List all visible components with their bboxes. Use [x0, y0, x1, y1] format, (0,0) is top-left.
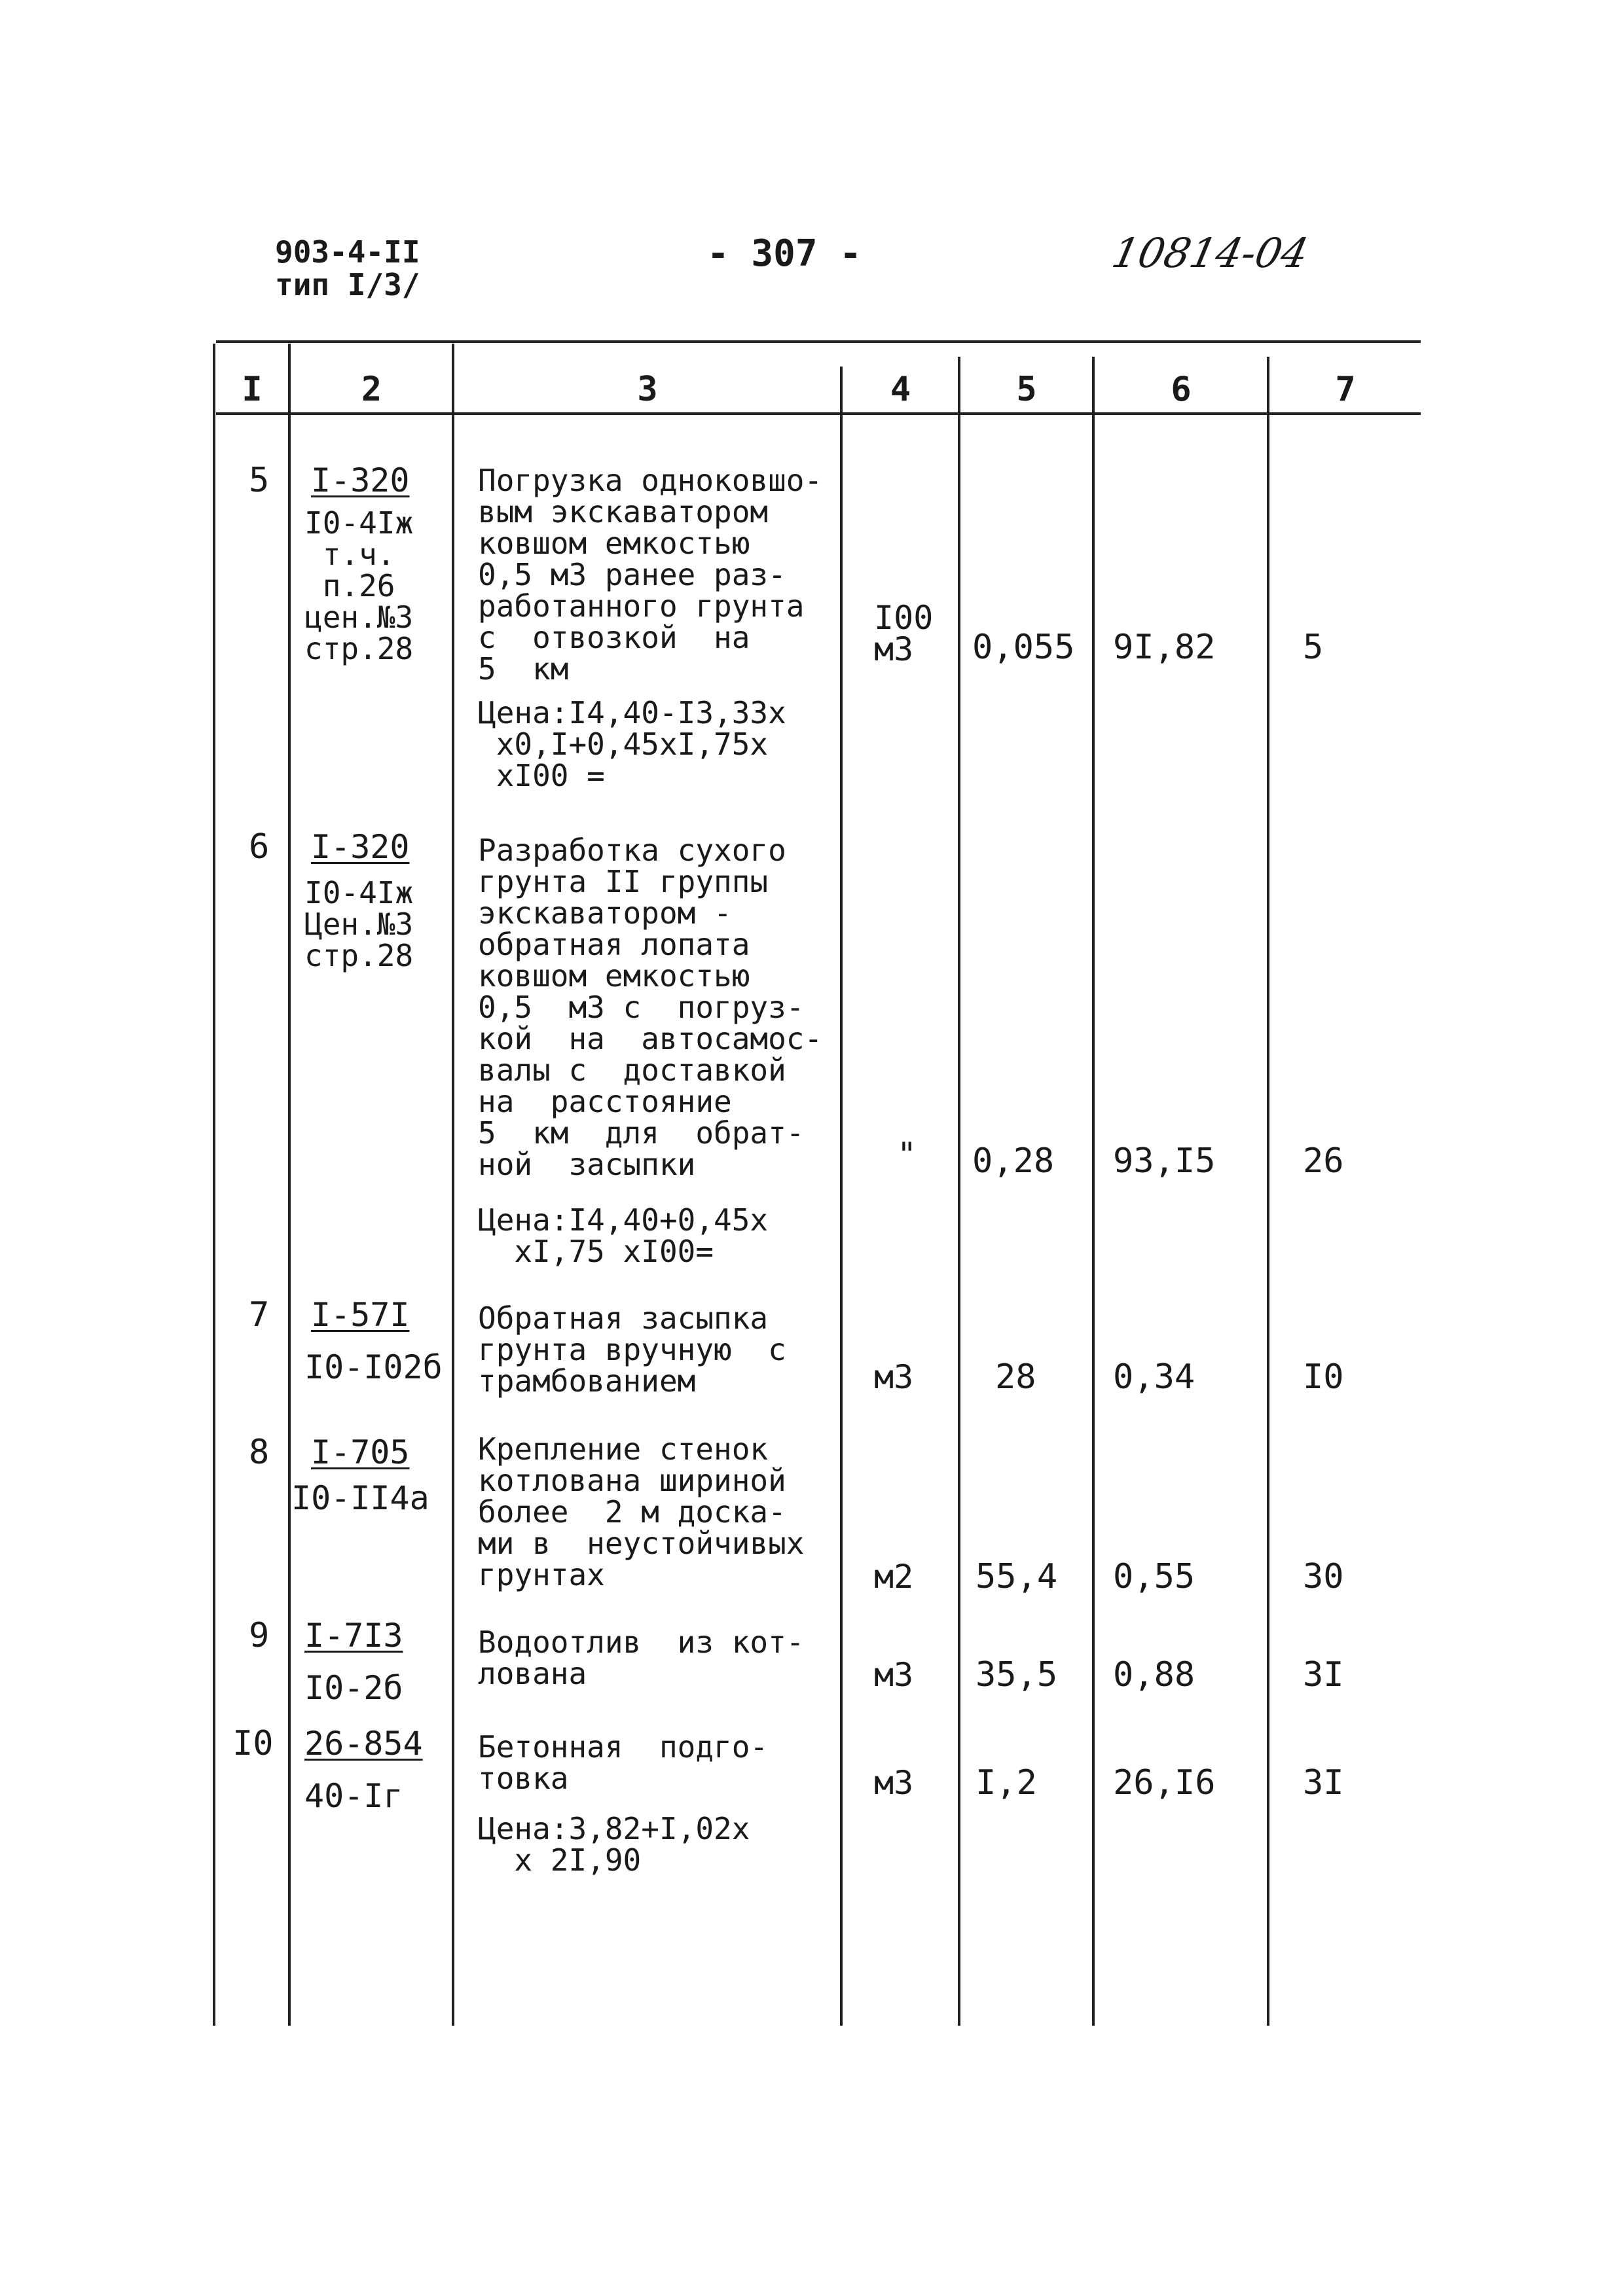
- row-number: 7: [249, 1295, 270, 1335]
- column-header-6: 6: [1171, 370, 1192, 409]
- col-border-4: [958, 357, 960, 2026]
- row-number: 8: [249, 1433, 270, 1472]
- price-formula: Цена:I4,40+0,45х хI,75 хI00=: [478, 1202, 769, 1269]
- quantity: 28: [995, 1357, 1036, 1397]
- quantity: 55,4: [976, 1557, 1058, 1596]
- col-border-2: [452, 344, 454, 2026]
- quantity: 35,5: [976, 1655, 1058, 1695]
- quantity: 0,055: [972, 628, 1075, 667]
- price-formula: Цена:I4,40-I3,33х х0,I+0,45хI,75х хI00 =: [478, 695, 786, 793]
- quantity: I,2: [976, 1763, 1037, 1803]
- norm-code: I-320: [311, 828, 410, 866]
- unit-cost: 0,55: [1113, 1557, 1195, 1596]
- table-top-border: [216, 340, 1421, 343]
- col-border-3: [840, 367, 843, 2026]
- norm-code: I-57I: [311, 1296, 410, 1334]
- norm-reference: I0-I02б: [304, 1348, 443, 1386]
- norm-reference: I0-2б: [304, 1669, 403, 1707]
- unit-cost: 9I,82: [1113, 628, 1216, 667]
- col-border-6: [1267, 357, 1269, 2026]
- col-border-1: [288, 344, 291, 2026]
- row-number: 9: [249, 1616, 270, 1655]
- total-cost: 30: [1303, 1557, 1344, 1596]
- total-cost: 26: [1303, 1141, 1344, 1181]
- total-cost: 5: [1303, 628, 1324, 667]
- work-description: Разработка сухого грунта II группы экскаватором - обратная лопата ковшом емкостью 0,5 м3 с погруз- кой на автосамос- валы с доставкой на расстояние 5 км для обрат- ной засыпки: [478, 833, 823, 1182]
- document-code-line1: 903-4-II: [275, 234, 420, 270]
- work-description: Бетонная подго- товка: [478, 1729, 769, 1796]
- unit: м2: [874, 1558, 914, 1596]
- row-number: 5: [249, 461, 270, 500]
- document-code-line2: тип I/3/: [275, 267, 420, 302]
- unit-cost: 0,34: [1113, 1357, 1195, 1397]
- col-border-left: [213, 344, 215, 2026]
- norm-reference: I0-4Iж Цен.№3 стр.28: [304, 875, 414, 973]
- page-number: - 307 -: [707, 232, 862, 275]
- work-description: Водоотлив из кот- лована: [478, 1624, 805, 1691]
- work-description: Обратная засыпка грунта вручную с трамбованием: [478, 1300, 786, 1399]
- row-number: I0: [232, 1724, 274, 1763]
- document-code: [275, 236, 420, 301]
- unit: ": [897, 1136, 917, 1174]
- unit: м3: [874, 1656, 914, 1694]
- unit: м3: [874, 1358, 914, 1396]
- unit-cost: 93,I5: [1113, 1141, 1216, 1181]
- column-header-3: 3: [637, 370, 658, 409]
- column-header-7: 7: [1335, 370, 1356, 409]
- norm-code: 26-854: [304, 1725, 423, 1763]
- total-cost: I0: [1303, 1357, 1344, 1397]
- column-header-5: 5: [1016, 370, 1037, 409]
- table-header-bottom-border: [216, 412, 1421, 415]
- norm-reference: I0-4Iж т.ч. п.26 цен.№3 стр.28: [304, 505, 414, 666]
- quantity: 0,28: [972, 1141, 1055, 1181]
- norm-code: I-705: [311, 1433, 410, 1471]
- work-description: Погрузка одноковшо- вым экскаватором ковшом емкостью 0,5 м3 ранее раз- работанного грунта с отвозкой на 5 км: [478, 463, 823, 687]
- column-header-4: 4: [890, 370, 911, 409]
- column-header-1: I: [242, 370, 263, 409]
- unit: I00 м3: [874, 599, 934, 668]
- total-cost: 3I: [1303, 1655, 1344, 1695]
- price-formula: Цена:3,82+I,02х х 2I,90: [478, 1811, 750, 1878]
- norm-code: I-7I3: [304, 1617, 403, 1655]
- col-border-5: [1092, 357, 1095, 2026]
- norm-reference: I0-II4а: [291, 1479, 429, 1517]
- column-header-2: 2: [361, 370, 382, 409]
- norm-code: I-320: [311, 461, 410, 499]
- row-number: 6: [249, 827, 270, 867]
- work-description: Крепление стенок котлована шириной более 2 м доска- ми в неустойчивых грунтах: [478, 1431, 805, 1592]
- unit: м3: [874, 1764, 914, 1802]
- handwritten-id: 10814-04: [1108, 229, 1313, 277]
- unit-cost: 26,I6: [1113, 1763, 1216, 1803]
- unit-cost: 0,88: [1113, 1655, 1195, 1695]
- norm-reference: 40-Iг: [304, 1777, 403, 1815]
- total-cost: 3I: [1303, 1763, 1344, 1803]
